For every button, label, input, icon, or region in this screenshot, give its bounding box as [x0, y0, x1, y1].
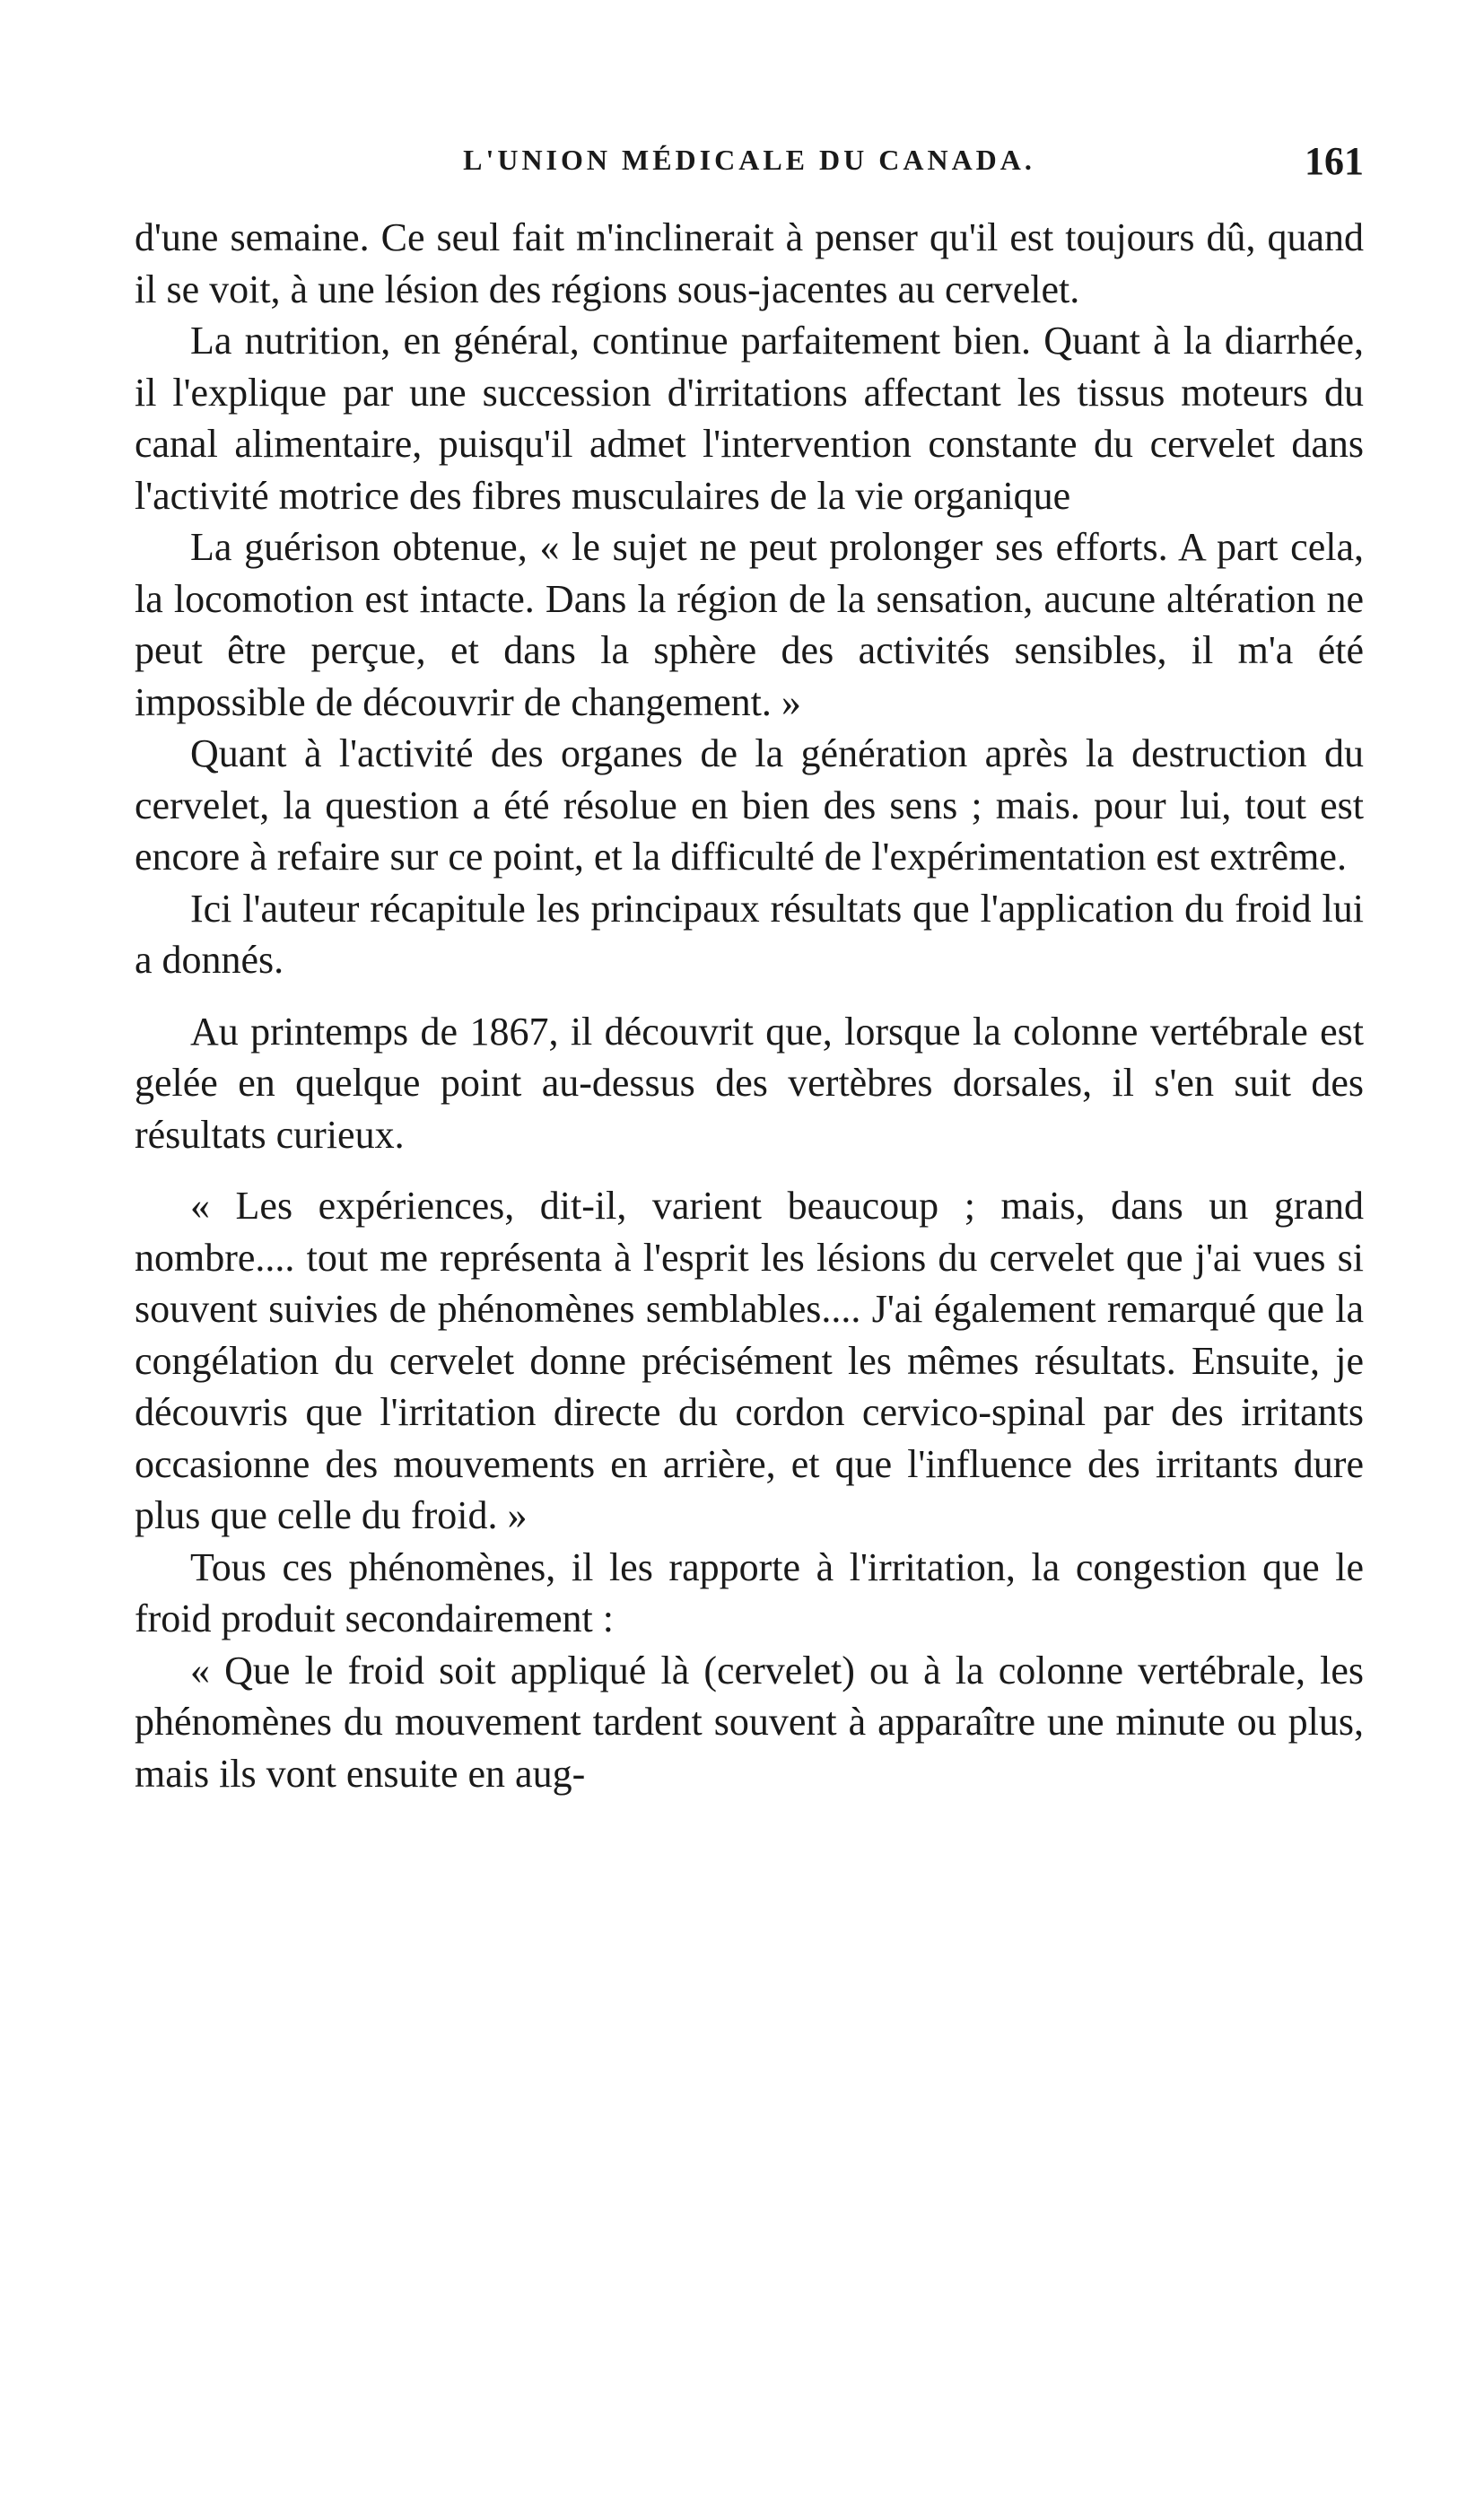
paragraph-quotation-froid: « Que le froid soit appliqué là (cervelet) ou à la colonne vertébrale, les phénomènes du mouvement tardent souvent à apparaître une minute ou plus, mais ils vont ensuite en aug-: [135, 1648, 1364, 1796]
page-number: 161: [1305, 139, 1364, 183]
running-title: L'UNION MÉDICALE DU CANADA.: [463, 144, 1035, 176]
paragraph-printemps: Au printemps de 1867, il découvrit que, lorsque la colonne vertébrale est gelée en quelque point au-dessus des vertèbres dorsales, il s'en suit des résultats curieux.: [135, 1009, 1364, 1157]
paragraph-quotation-experiences: « Les expériences, dit-il, varient beaucoup ; mais, dans un grand nombre.... tout me représenta à l'esprit les lésions du cervelet que j'ai vues si souvent suivies de phénomènes semblables.... J'ai également remarqué que la congélation du cervelet donne précisément les mêmes résultats. Ensuite, je découvris que l'irritation directe du cordon cervico-spinal par des irritants occasionne des mouvements en arrière, et que l'influence des irritants dure plus que celle du froid. »: [135, 1184, 1364, 1537]
paragraph-guerison: La guérison obtenue, « le sujet ne peut prolonger ses efforts. A part cela, la locomotion est intacte. Dans la région de la sensation, aucune altération ne peut être perçue, et dans la sphère des activités sensibles, il m'a été impossible de découvrir de changement. »: [135, 525, 1364, 724]
paragraph-generation: Quant à l'activité des organes de la génération après la destruction du cervelet, la question a été résolue en bien des sens ; mais. pour lui, tout est encore à refaire sur ce point, et la difficulté de l'expérimentation est extrême.: [135, 731, 1364, 879]
paragraph-continuation: d'une semaine. Ce seul fait m'inclinerait à penser qu'il est toujours dû, quand il se voit, à une lésion des régions sous-jacentes au cervelet.: [135, 215, 1364, 311]
paragraph-recapitule: Ici l'auteur récapitule les principaux résultats que l'application du froid lui a donnés.: [135, 886, 1364, 982]
book-page: [135, 135, 1364, 1799]
body-text: [135, 212, 1364, 1799]
running-head: [135, 135, 1364, 188]
paragraph-phenomenes: Tous ces phénomènes, il les rapporte à l'irritation, la congestion que le froid produit secondairement :: [135, 1544, 1364, 1640]
paragraph-nutrition: La nutrition, en général, continue parfaitement bien. Quant à la diarrhée, il l'explique par une succession d'irritations affectant les tissus moteurs du canal alimentaire, puisqu'il admet l'intervention constante du cervelet dans l'activité motrice des fibres musculaires de la vie organique: [135, 319, 1364, 518]
